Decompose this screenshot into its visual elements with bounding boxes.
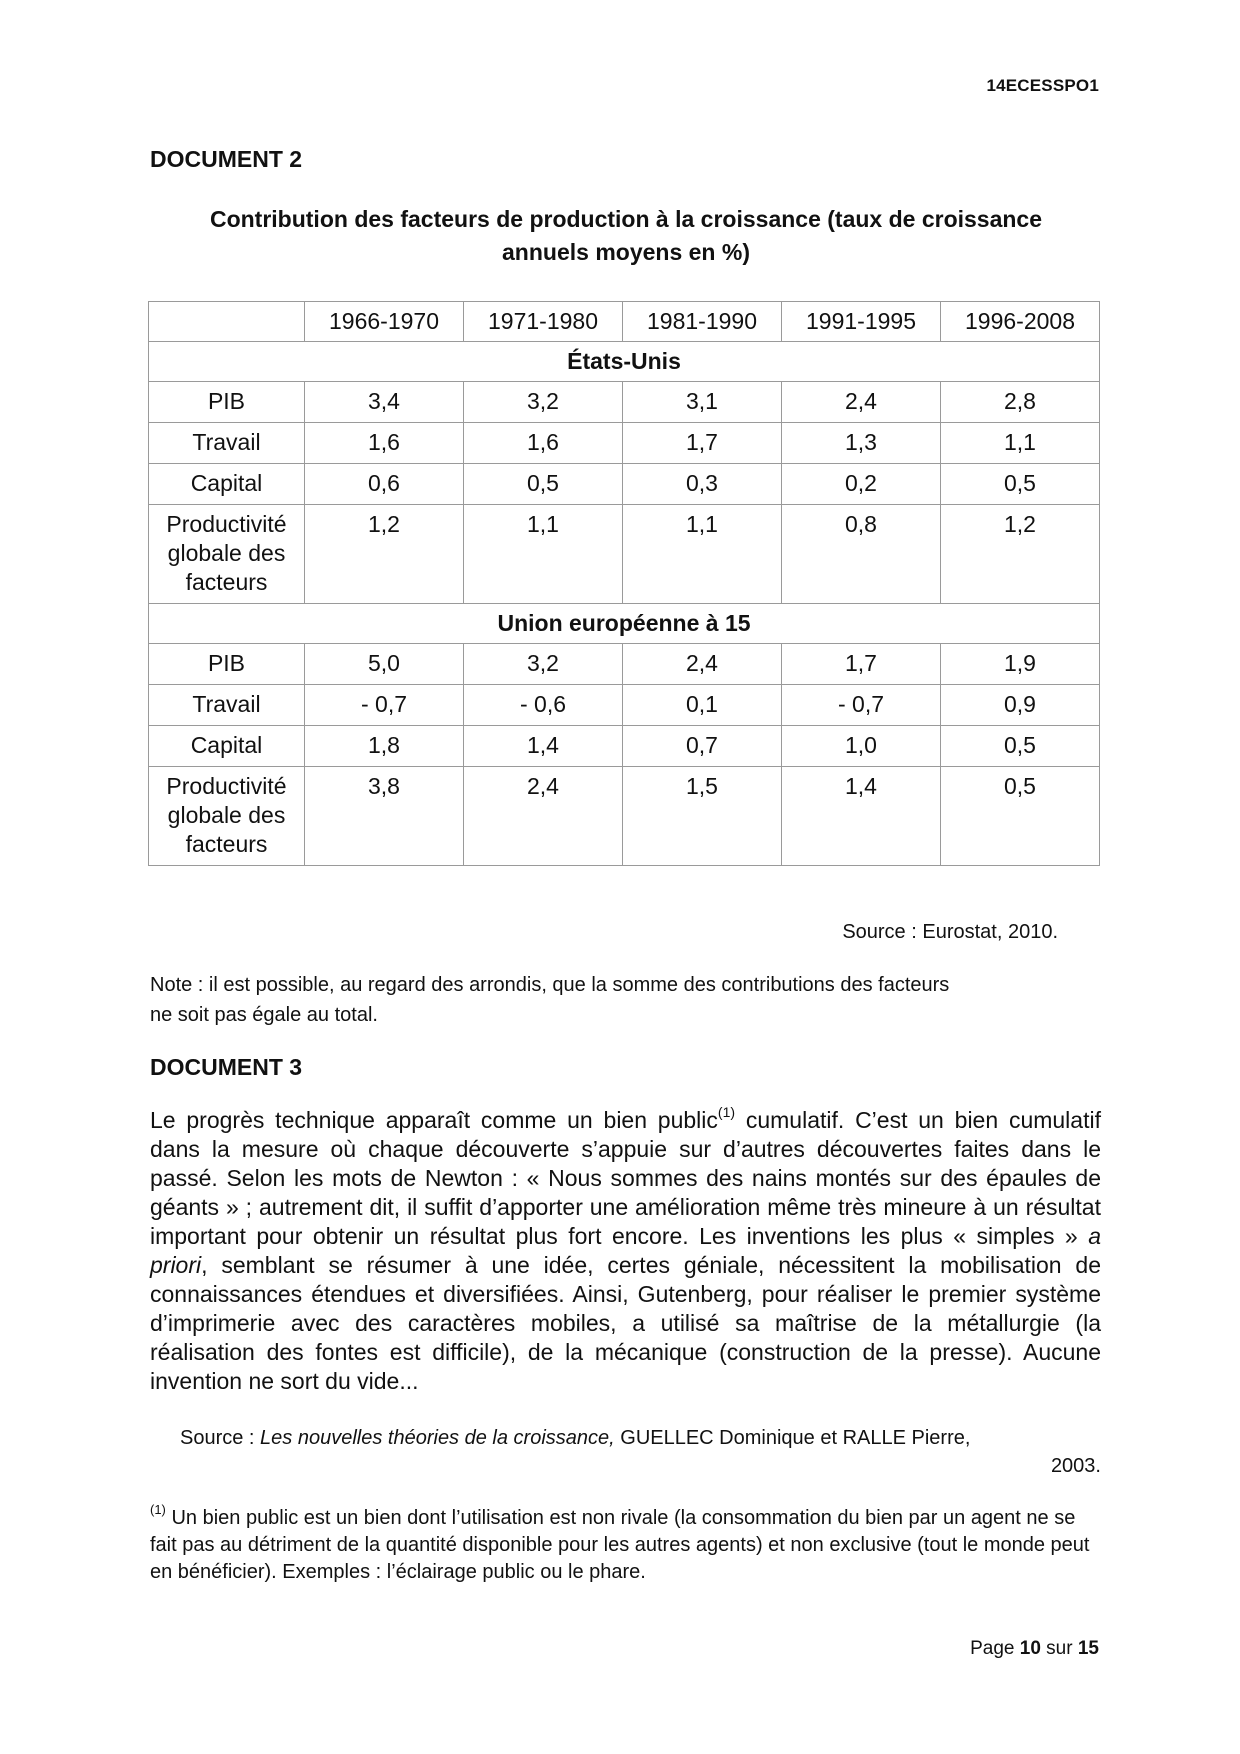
row-label-line: globale des <box>167 802 286 828</box>
table-row <box>149 726 1100 767</box>
table-cell: 3,4 <box>305 382 464 423</box>
document-3-source <box>180 1424 1101 1480</box>
document-3-heading: DOCUMENT 3 <box>150 1054 303 1080</box>
table-title-line-2: annuels moyens en %) <box>502 239 750 265</box>
section-title-usa: États-Unis <box>149 342 1100 382</box>
row-label: Travail <box>149 685 305 726</box>
section-title-eu15: Union européenne à 15 <box>149 604 1100 644</box>
table-cell: 1,2 <box>941 505 1100 604</box>
page-prefix: Page <box>970 1638 1020 1659</box>
column-header: 1991-1995 <box>782 302 941 342</box>
row-label: PIB <box>149 644 305 685</box>
row-label-line: facteurs <box>185 831 268 857</box>
source-title: Les nouvelles théories de la croissance, <box>260 1427 615 1449</box>
row-label: Capital <box>149 726 305 767</box>
table-row <box>149 767 1100 866</box>
growth-contribution-table <box>148 301 1100 866</box>
row-label-line: Productivité <box>166 511 287 537</box>
footnote-marker: (1) <box>150 1502 166 1518</box>
footnote <box>150 1502 1100 1586</box>
table-row <box>149 382 1100 423</box>
section-row-eu15 <box>149 604 1100 644</box>
table-cell: 1,6 <box>464 423 623 464</box>
note-line-2: ne soit pas égale au total. <box>150 1004 378 1026</box>
table-row <box>149 464 1100 505</box>
table-title-line-1: Contribution des facteurs de production à la croissance (taux de croissance <box>209 206 1043 232</box>
column-header: 1981-1990 <box>623 302 782 342</box>
table-cell: 5,0 <box>305 644 464 685</box>
table-cell: 0,6 <box>305 464 464 505</box>
page-current: 10 <box>1019 1638 1041 1659</box>
table-cell: 1,4 <box>464 726 623 767</box>
paragraph-text: Le progrès technique apparaît comme un bien public <box>150 1107 718 1133</box>
table-cell: 2,8 <box>941 382 1100 423</box>
row-label-line: globale des <box>167 540 286 566</box>
table-cell: 1,0 <box>782 726 941 767</box>
table-cell: 1,9 <box>941 644 1100 685</box>
source-line <box>180 1424 1101 1452</box>
table-cell: 1,4 <box>782 767 941 866</box>
page-number <box>970 1638 1099 1660</box>
table-cell: - 0,6 <box>464 685 623 726</box>
document-2-heading: DOCUMENT 2 <box>150 146 303 172</box>
source-year: 2003. <box>1050 1455 1101 1477</box>
table-cell: - 0,7 <box>782 685 941 726</box>
row-label: PIB <box>149 382 305 423</box>
table-cell: 1,5 <box>623 767 782 866</box>
exam-code: 14ECESSPO1 <box>986 76 1099 95</box>
table-cell: 1,2 <box>305 505 464 604</box>
row-label-line: Productivité <box>166 773 287 799</box>
table-row <box>149 644 1100 685</box>
table-cell: 0,2 <box>782 464 941 505</box>
table-cell: 3,8 <box>305 767 464 866</box>
table-corner-cell <box>149 302 305 342</box>
table-row <box>149 423 1100 464</box>
page-middle: sur <box>1040 1638 1078 1659</box>
row-label <box>149 505 305 604</box>
table-cell: 1,7 <box>623 423 782 464</box>
paragraph-italic-text: a priori <box>150 1223 1101 1278</box>
footnote-text: Un bien public est un bien dont l’utilisation est non rivale (la consommation du bien par un agent ne se fait pas au détriment de la quantité disponible pour les autres agents) et non exclusive (tout le monde peut en bénéficier). Exemples : l’éclairage public ou le phare. <box>150 1507 1090 1583</box>
row-label-line: facteurs <box>185 569 268 595</box>
row-label: Travail <box>149 423 305 464</box>
table-title <box>150 203 1102 269</box>
footnote-reference: (1) <box>717 1104 736 1121</box>
table-cell: 0,1 <box>623 685 782 726</box>
table-cell: 1,6 <box>305 423 464 464</box>
table-header-row <box>149 302 1100 342</box>
table-cell: 1,1 <box>464 505 623 604</box>
table-row <box>149 685 1100 726</box>
source-authors: GUELLEC Dominique et RALLE Pierre, <box>614 1427 971 1449</box>
column-header: 1996-2008 <box>941 302 1100 342</box>
source-prefix: Source : <box>180 1427 261 1449</box>
paragraph-text: , semblant se résumer à une idée, certes géniale, nécessitent la mobilisation de connaissances étendues et diversifiées. Ainsi, Gutenberg, pour réaliser le premier système d’imprimerie avec des caractères mobiles, a utilisé sa maîtrise de la métallurgie (la réalisation des fontes est difficile), de la mécanique (construction de la presse). Aucune invention ne sort du vide... <box>150 1252 1101 1394</box>
table-cell: 0,9 <box>941 685 1100 726</box>
paragraph-text: cumulatif. C’est un bien cumulatif dans la mesure où chaque découverte s’appuie sur d’autres découvertes faites dans le passé. Selon les mots de Newton : « Nous sommes des nains montés sur des épaules de géants » ; autrement dit, il suffit d’apporter une amélioration même très mineure à un résultat important pour obtenir un résultat plus fort encore. Les inventions les plus « simples » <box>150 1107 1101 1249</box>
table-cell: 3,1 <box>623 382 782 423</box>
table-row <box>149 505 1100 604</box>
row-label: Capital <box>149 464 305 505</box>
column-header: 1966-1970 <box>305 302 464 342</box>
table-cell: 1,1 <box>623 505 782 604</box>
table-cell: 1,1 <box>941 423 1100 464</box>
document-2-note <box>150 970 1080 1030</box>
table-cell: 1,7 <box>782 644 941 685</box>
note-line-1: Note : il est possible, au regard des arrondis, que la somme des contributions des facteurs <box>150 974 950 996</box>
table-cell: 1,8 <box>305 726 464 767</box>
table-cell: 2,4 <box>464 767 623 866</box>
column-header: 1971-1980 <box>464 302 623 342</box>
table-cell: 2,4 <box>623 644 782 685</box>
table-cell: 0,5 <box>941 464 1100 505</box>
table-cell: 0,3 <box>623 464 782 505</box>
table-cell: 0,5 <box>464 464 623 505</box>
document-3-paragraph <box>150 1106 1101 1396</box>
table-cell: 3,2 <box>464 382 623 423</box>
page-total: 15 <box>1077 1638 1099 1659</box>
table-cell: 1,3 <box>782 423 941 464</box>
table-cell: 0,5 <box>941 767 1100 866</box>
table-cell: 0,5 <box>941 726 1100 767</box>
row-label <box>149 767 305 866</box>
table-cell: 0,7 <box>623 726 782 767</box>
table-cell: 3,2 <box>464 644 623 685</box>
table-cell: - 0,7 <box>305 685 464 726</box>
table-cell: 2,4 <box>782 382 941 423</box>
table-cell: 0,8 <box>782 505 941 604</box>
document-2-source: Source : Eurostat, 2010. <box>842 921 1058 943</box>
section-row-usa <box>149 342 1100 382</box>
